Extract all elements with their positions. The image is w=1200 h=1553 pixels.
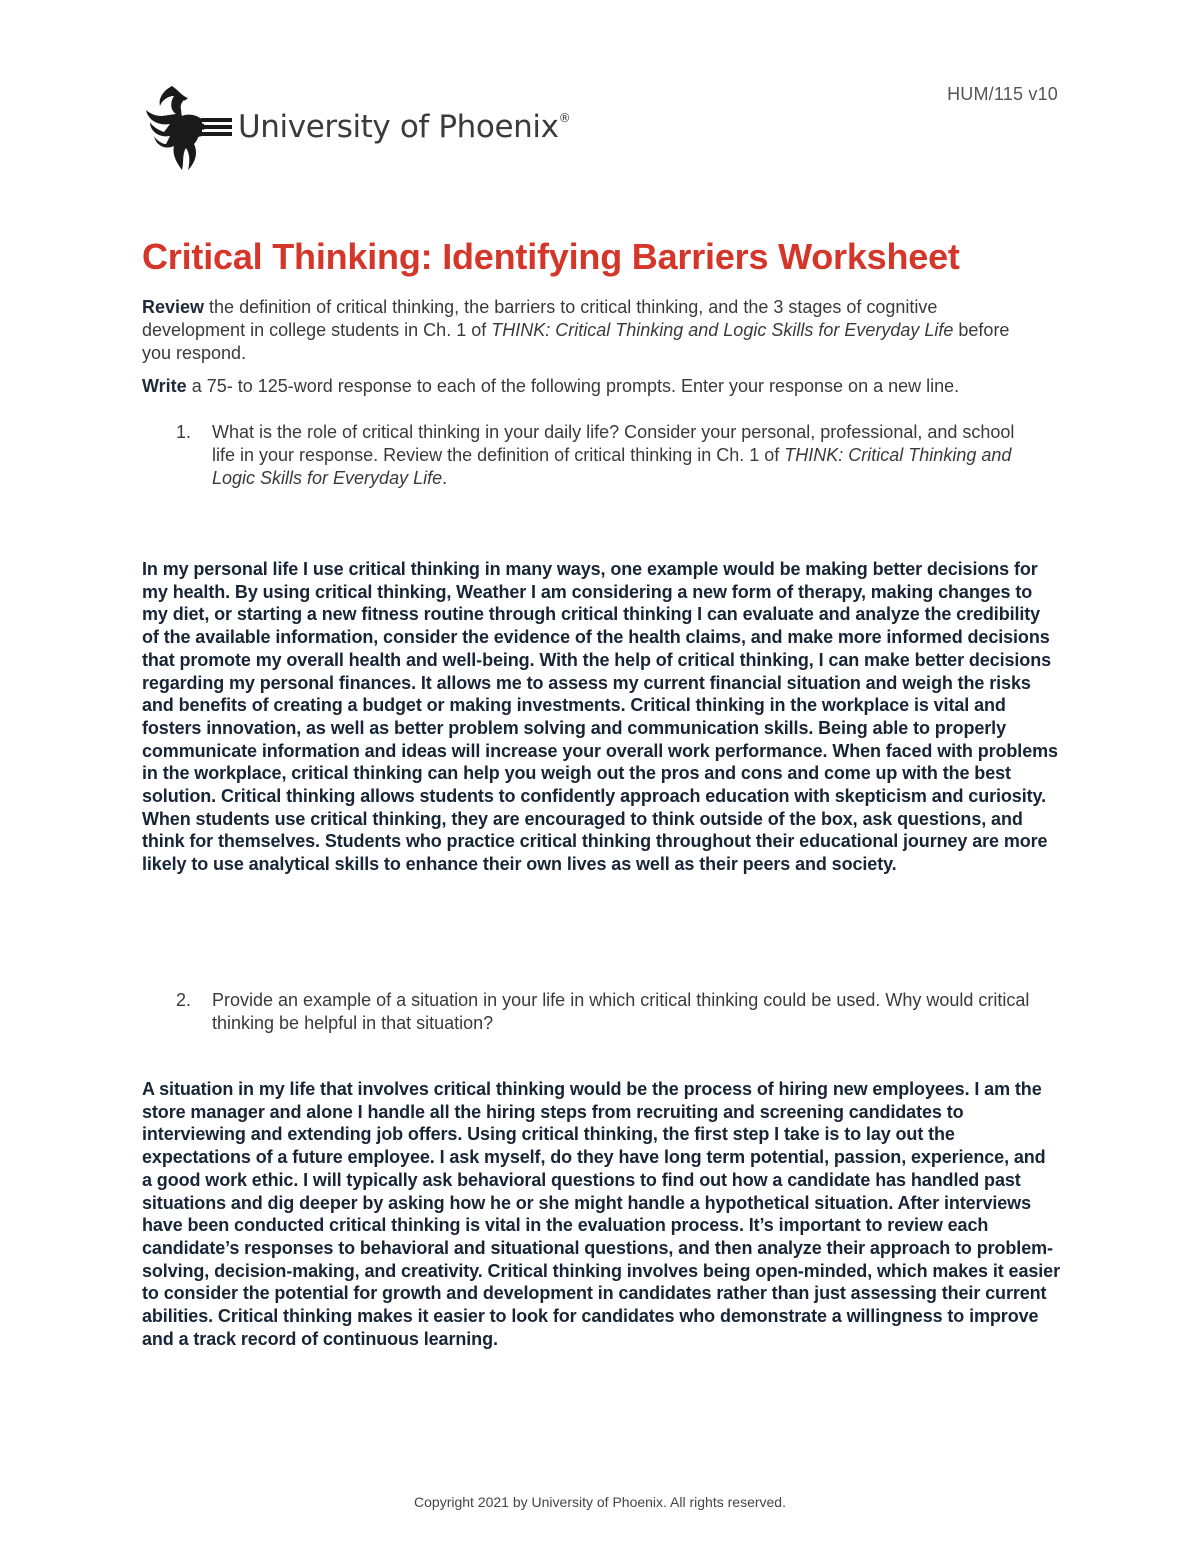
prompt-2 — [176, 989, 1036, 1035]
prompt-1-text-1: What is the role of critical thinking in your daily life? Consider your personal, professional, and school life in your response. Review the definition of critical thinking in Ch. 1 of — [212, 422, 1015, 465]
answer-2: A situation in my life that involves critical thinking would be the process of hiring new employees. I am the store manager and alone I handle all the hiring steps from recruiting and screening candidates to interviewing and extending job offers. Using critical thinking, the first step I take is to lay out the expectations of a future employee. I ask myself, do they have long term potential, passion, experience, and a good work ethic. I will typically ask behavioral questions to find out how a candidate has handled past situations and dig deeper by asking how he or she might handle a hypothetical situation. After interviews have been conducted critical thinking is vital in the evaluation process. It’s important to review each candidate’s responses to behavioral and situational questions, and then analyze their approach to problem-solving, decision-making, and creativity. Critical thinking involves being open-minded, which makes it easier to consider the potential for growth and development in candidates rather than just assessing their current abilities. Critical thinking makes it easier to look for candidates who demonstrate a willingness to improve and a track record of continuous learning. — [142, 1079, 1060, 1349]
prompt-2-text: Provide an example of a situation in your life in which critical thinking could be used. Why would critical thinking be helpful in that situation? — [212, 990, 1030, 1033]
instruction-text: a 75- to 125-word response to each of the following prompts. Enter your response on a new line. — [186, 376, 960, 396]
prompt-number: 2. — [176, 990, 192, 1010]
prompt-1-text-2: . — [442, 468, 448, 488]
logo-text: University of Phoenix — [238, 109, 559, 145]
copyright-footer: Copyright 2021 by University of Phoenix. All rights reserved. — [414, 1494, 786, 1510]
intro-book-title: THINK: Critical Thinking and Logic Skills for Everyday Life — [491, 320, 954, 340]
course-code: HUM/115 v10 — [947, 84, 1058, 104]
intro-text-1: the definition of critical thinking, the barriers to critical thinking, and the 3 stages of cognitive development in college students in Ch. 1 of — [142, 297, 938, 340]
prompt-1-book-title: THINK: Critical Thinking and Logic Skills for Everyday Life — [212, 445, 1012, 488]
registered-mark: ® — [558, 110, 571, 125]
phoenix-bird-icon — [142, 80, 232, 176]
prompt-1 — [176, 421, 1036, 490]
answer-1: In my personal life I use critical thinking in many ways, one example would be making better decisions for my health. By using critical thinking, Weather I am considering a new form of therapy, making changes to my diet, or starting a new fitness routine through critical thinking I can evaluate and analyze the credibility of the available information, consider the evidence of the health claims, and make more informed decisions that promote my overall health and well-being. With the help of critical thinking, I can make better decisions regarding my personal finances. It allows me to assess my current financial situation and weigh the risks and benefits of creating a budget or making investments. Critical thinking in the workplace is vital and fosters innovation, as well as better problem solving and communication skills. Being able to properly communicate information and ideas will increase your overall work performance. When faced with problems in the workplace, critical thinking can help you weigh out the pros and cons and come up with the best solution. Critical thinking allows students to confidently approach education with skepticism and curiosity. When students use critical thinking, they are encouraged to think outside of the box, ask questions, and think for themselves. Students who practice critical thinking throughout their educational journey are more likely to use analytical skills to enhance their own lives as well as their peers and society. — [142, 559, 1058, 875]
university-logo — [142, 80, 570, 176]
prompt-number: 1. — [176, 422, 192, 442]
instruction-lead: Write — [142, 376, 187, 396]
intro-lead: Review — [142, 297, 205, 317]
instruction-paragraph — [142, 375, 1042, 398]
intro-text-2: before you respond. — [142, 320, 1010, 363]
logo-wordmark — [238, 109, 570, 145]
intro-paragraph — [142, 296, 1042, 365]
worksheet-title: Critical Thinking: Identifying Barriers Worksheet — [142, 236, 960, 277]
prompt-text — [176, 421, 1036, 490]
